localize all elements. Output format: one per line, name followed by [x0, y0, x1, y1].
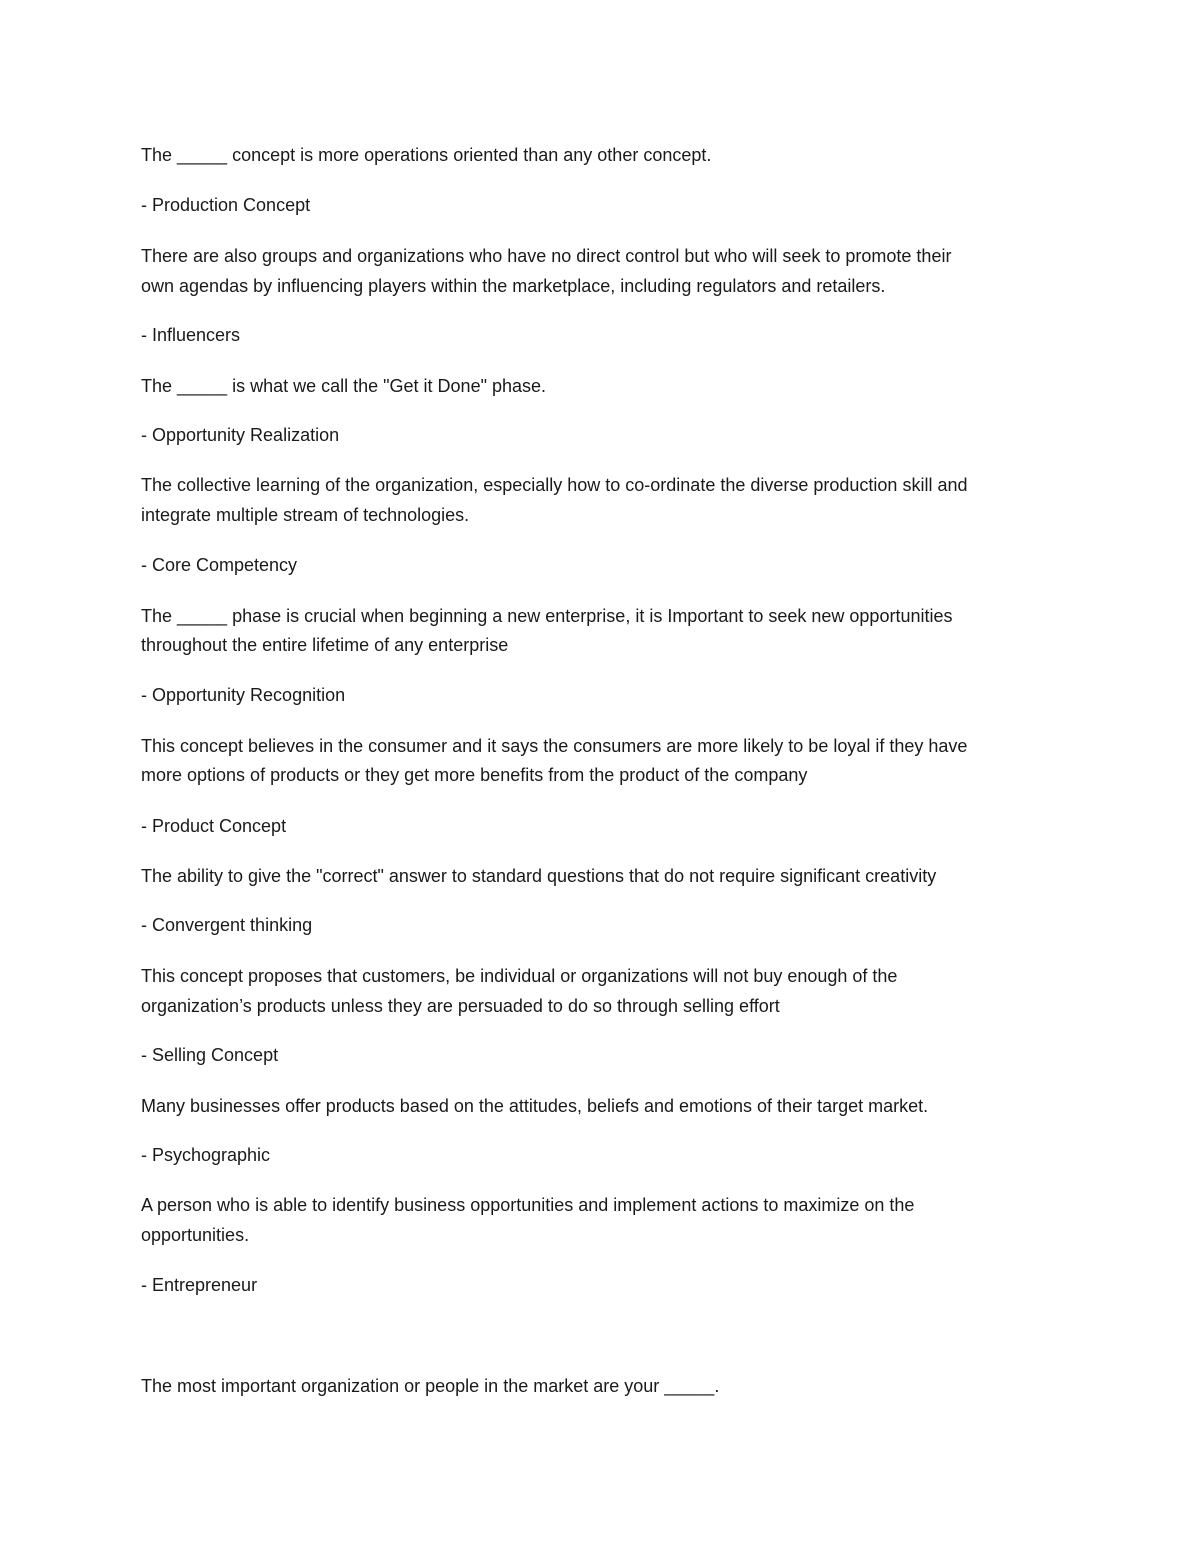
question-text: The _____ concept is more operations oriented than any other concept. — [141, 145, 712, 165]
question-text: opportunities. — [141, 1225, 250, 1245]
question-text: The _____ is what we call the "Get it Done" phase. — [141, 376, 547, 396]
question-text: own agendas by influencing players within the marketplace, including regulators and retailers. — [141, 276, 886, 296]
question-text: A person who is able to identify business opportunities and implement actions to maximize on the — [141, 1195, 915, 1215]
question-text: integrate multiple stream of technologies. — [141, 505, 470, 525]
question-text: This concept proposes that customers, be individual or organizations will not buy enough of the — [141, 966, 898, 986]
question-text: throughout the entire lifetime of any enterprise — [141, 635, 509, 655]
answer-text: - Selling Concept — [141, 1045, 279, 1065]
question-text: The _____ phase is crucial when beginning a new enterprise, it is Important to seek new opportunities — [141, 606, 953, 626]
question-text: This concept believes in the consumer and it says the consumers are more likely to be loyal if they have — [141, 736, 968, 756]
question-text: more options of products or they get more benefits from the product of the company — [141, 765, 808, 785]
answer-text: - Convergent thinking — [141, 915, 313, 935]
question-text: There are also groups and organizations who have no direct control but who will seek to promote their — [141, 246, 952, 266]
question-text: organization’s products unless they are persuaded to do so through selling effort — [141, 996, 780, 1016]
question-text: The most important organization or people in the market are your _____. — [141, 1376, 720, 1396]
answer-text: - Opportunity Recognition — [141, 685, 346, 705]
answer-text: - Psychographic — [141, 1145, 271, 1165]
answer-text: - Core Competency — [141, 555, 298, 575]
answer-text: - Influencers — [141, 325, 241, 345]
answer-text: - Opportunity Realization — [141, 425, 340, 445]
question-text: The collective learning of the organization, especially how to co-ordinate the diverse production skill and — [141, 475, 968, 495]
answer-text: - Production Concept — [141, 195, 311, 215]
answer-text: - Product Concept — [141, 816, 287, 836]
answer-text: - Entrepreneur — [141, 1275, 258, 1295]
question-text: The ability to give the "correct" answer to standard questions that do not require significant creativity — [141, 866, 937, 886]
question-text: Many businesses offer products based on the attitudes, beliefs and emotions of their target market. — [141, 1096, 929, 1116]
